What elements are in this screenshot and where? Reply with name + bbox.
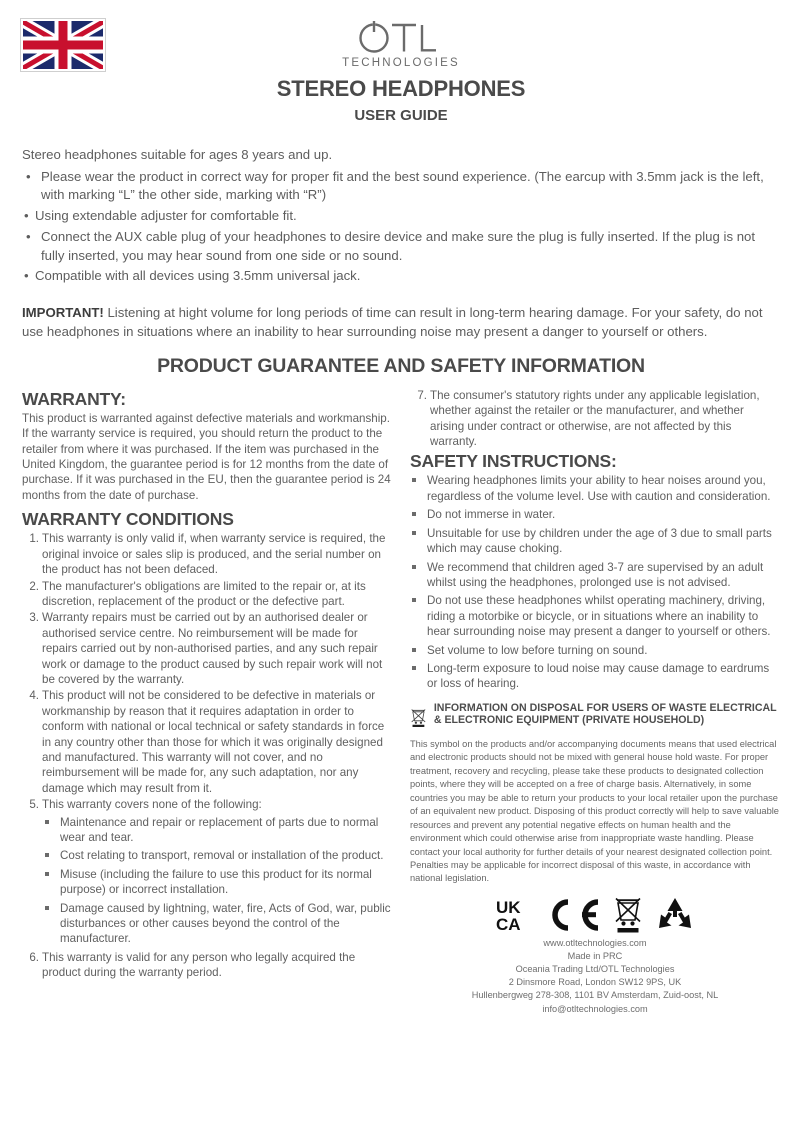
list-item [42,848,392,863]
list-item [42,815,392,846]
list-marker: 2. [29,579,39,593]
list-item [410,526,780,557]
square-bullet-icon [45,872,49,876]
warranty-heading: WARRANTY: [22,388,126,409]
list-marker: 6. [29,950,39,964]
warranty-conditions-continued [410,388,780,450]
bullet-icon: • [24,268,29,284]
list-item-text: Using extendable adjuster for comfortable fit. [35,208,297,224]
list-item-text: Compatible with all devices using 3.5mm universal jack. [35,268,361,284]
weee-title: INFORMATION ON DISPOSAL FOR USERS OF WASTE ELECTRICAL & ELECTRONIC EQUIPMENT (PRIVATE HOUSEHOLD) [433,701,777,727]
footer-website[interactable]: www.otltechnologies.com [543,938,647,949]
footer-company: Oceania Trading Ltd/OTL Technologies [515,964,675,975]
list-item-text: Cost relating to transport, removal or installation of the product. [60,849,384,863]
guarantee-section-title: PRODUCT GUARANTEE AND SAFETY INFORMATION [157,354,645,377]
otl-logo-icon [356,16,446,56]
list-item [42,901,392,947]
important-label: IMPORTANT! [22,305,104,321]
list-item-text: This warranty is valid for any person who legally acquired the product during the warranty period. [42,950,356,980]
list-marker: 5. [29,798,39,812]
ce-mark-icon [546,895,602,935]
list-item-text: Warranty repairs must be carried out by an authorised dealer or authorised service centre. No reimbursement will be made for repairs carried out by non-authorised parties, and any such repair work or damage to the product caused by such repair work will not be covered by the warranty. [42,611,383,686]
square-bullet-icon [45,906,49,910]
certification-marks [410,895,780,935]
square-bullet-icon [45,853,49,857]
list-item [22,531,392,577]
list-item-text: Set volume to low before turning on sound. [427,643,648,657]
important-text: Listening at hight volume for long periods of time can result in long-term hearing damage. For your safety, do not use headphones in situations where an inability to hear surrounding noise may present a danger to yourself or others. [22,305,763,340]
safety-instructions-list [410,473,780,691]
footer-email[interactable]: info@otltechnologies.com [542,1003,648,1014]
list-item [410,388,780,450]
list-item-text: The manufacturer's obligations are limited to the repair or, at its discretion, replacement of the product or the defective part. [42,579,366,608]
square-bullet-icon [412,648,416,652]
svg-text:UK: UK [495,898,521,918]
list-item [410,473,780,504]
intro-lead: Stereo headphones suitable for ages 8 years and up. [22,147,333,162]
recycling-mark-icon [654,895,696,935]
warranty-conditions-heading: WARRANTY CONDITIONS [22,509,234,530]
list-item-text: We recommend that children aged 3-7 are supervised by an adult whilst using the headphones, prolonged use is not advised. [427,560,764,589]
list-item [410,560,780,591]
bullet-icon: • [26,168,31,184]
list-item [22,207,780,226]
square-bullet-icon [412,512,416,516]
page-subtitle: USER GUIDE [354,107,448,124]
ukca-mark-icon [495,895,535,935]
list-item [410,593,780,639]
crossed-out-wheelie-bin-icon [410,701,427,735]
list-item-text: This warranty is only valid if, when warranty service is required, the original invoice or sales slip is produced, and the serial number on the product has not been defaced. [42,532,386,577]
warranty-body: This product is warranted against defective materials and workmanship. If the warranty service is required, you should return the product to the retailer from where it was purchased. If the item was purchased in the United Kingdom, the guarantee period is for 12 months from the date of purchase. If it was purchased in the EU, then the guarantee period is 24 months from the date of purchase. [22,411,391,502]
safety-heading: SAFETY INSTRUCTIONS: [410,451,617,472]
list-item-text: Damage caused by lightning, water, fire, Acts of God, war, public disturbances or other causes beyond the control of the manufacturer. [60,901,391,946]
weee-bin-mark-icon [613,895,643,935]
left-column [22,387,392,1016]
weee-body: This symbol on the products and/or accompanying documents means that used electrical and electronic products should not be mixed with general house hold waste. For proper treatment, recovery and recycling, please take these products to designated collection points, where they will be accepted on a free of charge basis. Alternatively, in some countries you may be able to return your products to your local retailer upon the purchase of an equivalent new product. Disposing of this product correctly will help to save valuable resources and prevent any potential negative effects on human health and the environment which could otherwise arise from inappropriate waste handling. Please contact your local authority for further details of your nearest designated collection point. Penalties may be applicable for incorrect disposal of this waste, in accordance with national legislation. [410,738,779,884]
list-item-text: Connect the AUX cable plug of your headphones to desire device and make sure the plug is fully inserted. If the plug is not fully inserted, you may hear sound from one side or no sound. [41,228,756,263]
svg-text:CA: CA [495,915,521,935]
logo-wordmark: TECHNOLOGIES [342,57,460,69]
list-item [22,610,392,687]
list-item [22,950,392,981]
list-item-text: Misuse (including the failure to use this product for its normal purpose) or incorrect installation. [60,867,372,897]
list-item-text: The consumer's statutory rights under any applicable legislation, whether against the retailer or the manufacturer, and whether arising under contract or otherwise, are not affected by this warranty. [430,388,760,449]
footer-made-in: Made in PRC [567,951,623,962]
list-item-text: Unsuitable for use by children under the age of 3 due to small parts which may cause choking. [427,526,772,556]
square-bullet-icon [412,531,416,535]
footer-address-uk: 2 Dinsmore Road, London SW12 9PS, UK [508,977,682,988]
list-item-text: Do not use these headphones whilst operating machinery, driving, riding a motorbike or bicycle, or in situations where an inability to hear surrounding noise may present a danger to yourself or others. [427,594,771,639]
list-item-text: Wearing headphones limits your ability to hear noises around you, regardless of the volume level. Use with caution and consideration. [427,474,771,503]
bullet-icon: • [26,228,31,244]
list-item-text: This product will not be considered to be defective in materials or workmanship by reason that it requires adaptation in order to conform with national or local technical or safety standards in force in any country other than those for which it was originally designed and manufactured. This warranty will not cover, and no reimbursement will be made for, any such adaptation, nor any damage which may result from it. [42,689,385,795]
footer-address-nl: Hullenbergweg 278-308, 1101 BV Amsterdam, Zuid-oost, NL [471,990,719,1001]
weee-disposal-section [410,701,780,886]
page-title: STEREO HEADPHONES [276,76,526,101]
list-item [42,867,392,898]
right-column [410,387,780,1016]
list-item [22,228,780,265]
intro-list [22,168,780,286]
square-bullet-icon [412,666,416,670]
list-item-text: Please wear the product in correct way for proper fit and the best sound experience. (The earcup with 3.5mm jack is the left, with marking “L” the other side, marking with “R”) [41,168,764,203]
footer-contact-block [410,937,780,1015]
list-item-text: Long-term exposure to loud noise may cause damage to eardrums or loss of hearing. [427,661,770,691]
square-bullet-icon [412,598,416,602]
two-column-body [22,387,780,1016]
list-item-text: Maintenance and repair or replacement of parts due to normal wear and tear. [60,815,379,845]
square-bullet-icon [412,565,416,569]
list-item [410,507,780,522]
list-marker: 1. [29,532,39,546]
intro-section [22,146,780,286]
uk-flag-icon [20,18,106,72]
list-item [410,661,780,692]
list-item [22,267,780,286]
list-marker: 7. [417,388,427,402]
list-item [22,797,392,947]
list-item [22,688,392,796]
list-item [22,168,780,205]
list-item [22,579,392,610]
important-notice [22,303,780,342]
square-bullet-icon [412,478,416,482]
warranty-conditions-list [22,531,392,980]
bullet-icon: • [24,208,29,224]
list-item-text: Do not immerse in water. [427,508,556,522]
brand-block [22,0,780,124]
warranty-exclusions-list [42,815,392,947]
square-bullet-icon [45,820,49,824]
list-marker: 3. [29,611,39,625]
list-marker: 4. [29,689,39,703]
list-item-text: This warranty covers none of the following: [42,798,262,812]
document-header [22,0,780,146]
list-item [410,643,780,658]
